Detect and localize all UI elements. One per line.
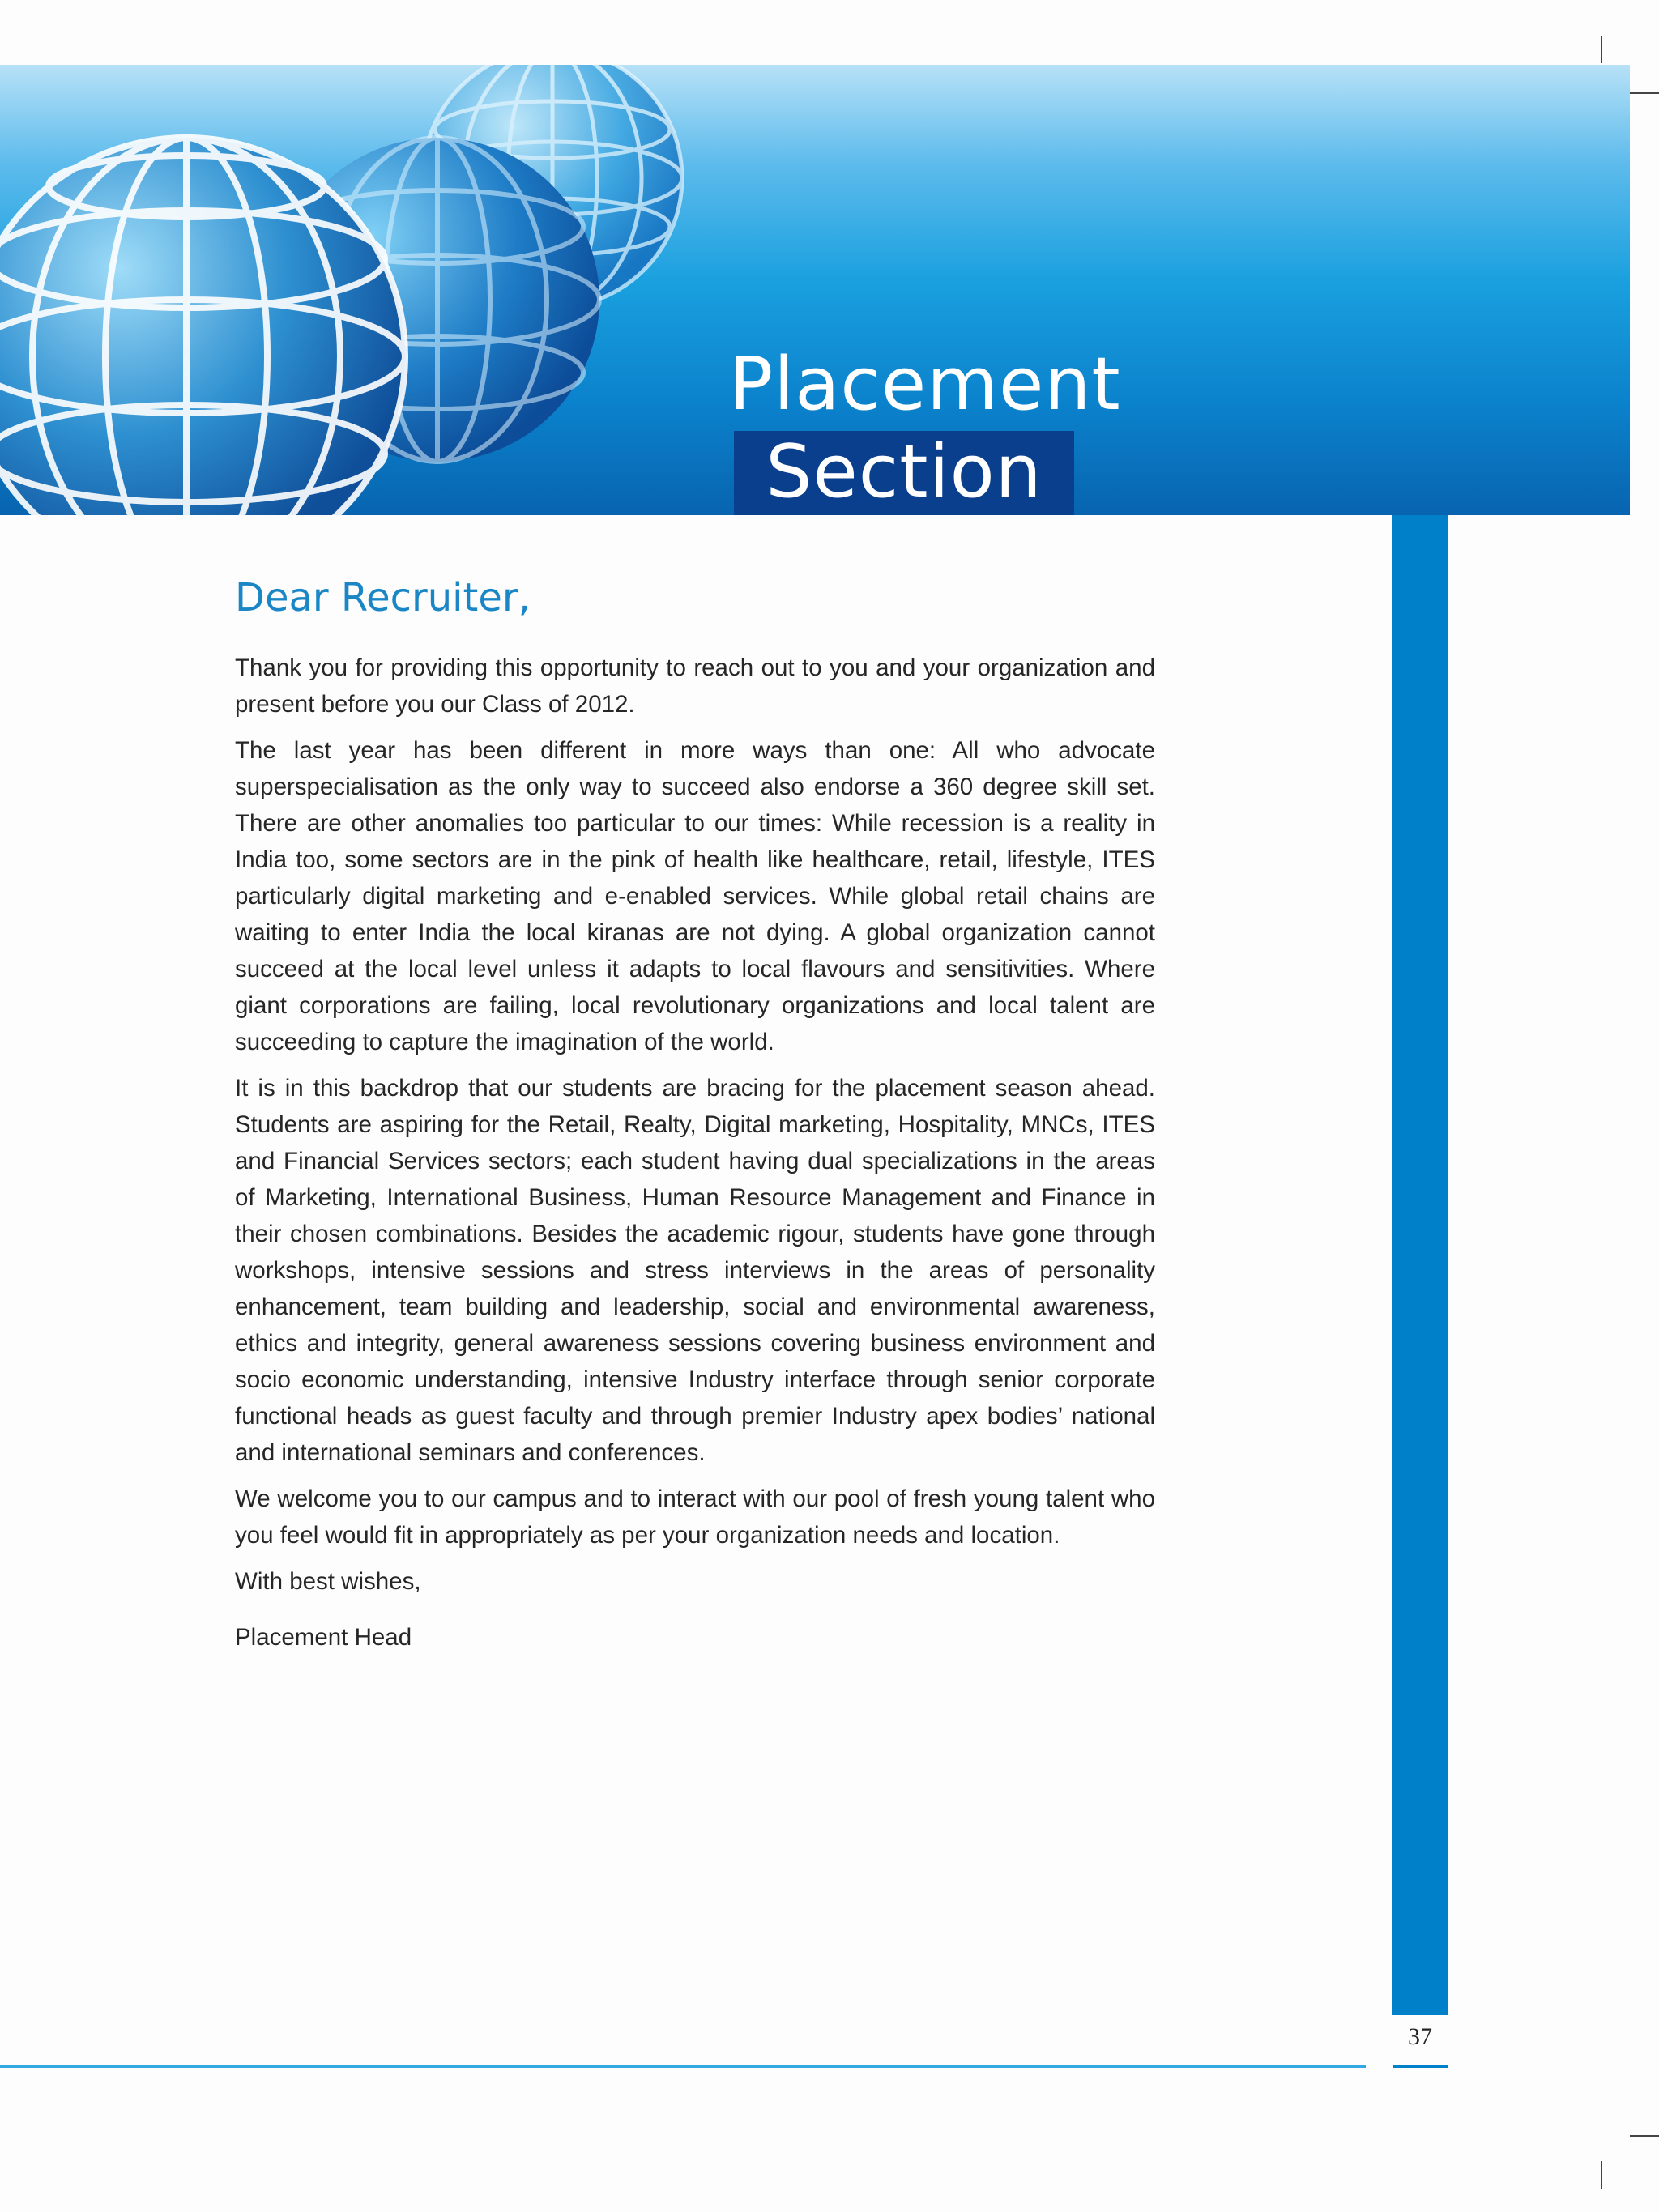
crop-mark (1601, 36, 1602, 63)
paragraph: It is in this backdrop that our students are bracing for the placement season ahead. Students are aspiring for the Retail, Realty, Digital marketing, Hospitality, MNCs, ITES and Financial Services sectors; each student having dual specializations in the areas of Marketing, International Business, Human Resource Management and Finance in their chosen combinations. Besides the academic rigour, students have gone through workshops, intensive sessions and stress interviews in the areas of personality enhancement, team building and leadership, social and environmental awareness, ethics and integrity, general awareness sessions covering business environment and socio economic understanding, intensive Industry interface through senior corporate functional heads as guest faculty and through premier Industry apex bodies’ national and international seminars and conferences. (235, 1075, 1155, 1466)
page-number: 37 (1408, 2023, 1432, 2050)
crop-mark (1601, 2161, 1602, 2189)
divider (1393, 2065, 1448, 2068)
signature: Placement Head (235, 1624, 412, 1651)
letter-body (235, 573, 1155, 1665)
paragraph: We welcome you to our campus and to interact with our pool of fresh young talent who you feel would fit in appropriately as per your organization needs and location. (235, 1485, 1155, 1549)
page-title: Placement (729, 342, 1121, 427)
salutation: Dear Recruiter, (235, 575, 531, 620)
crop-mark (1630, 2135, 1659, 2137)
footer-rule (0, 2065, 1366, 2068)
accent-bar (1392, 515, 1448, 2015)
crop-mark (1630, 92, 1659, 94)
paragraph: Thank you for providing this opportunity to reach out to you and your organization and present before you our Class of 2012. (235, 654, 1155, 718)
paragraph: The last year has been different in more ways than one: All who advocate superspecialisation as the only way to succeed also endorse a 360 degree skill set. There are other anomalies too particular to our times: While recession is a reality in India too, some sectors are in the pink of health like healthcare, retail, lifestyle, ITES particularly digital marketing and e-enabled services. While global retail chains are waiting to enter India the local kiranas are not dying. A global organization cannot succeed at the local level unless it adapts to local flavours and sensitivities. Where giant corporations are failing, local revolutionary organizations and local talent are succeeding to capture the imagination of the world. (235, 737, 1155, 1055)
page-subtitle: Section (766, 429, 1043, 514)
closing: With best wishes, (235, 1568, 421, 1595)
